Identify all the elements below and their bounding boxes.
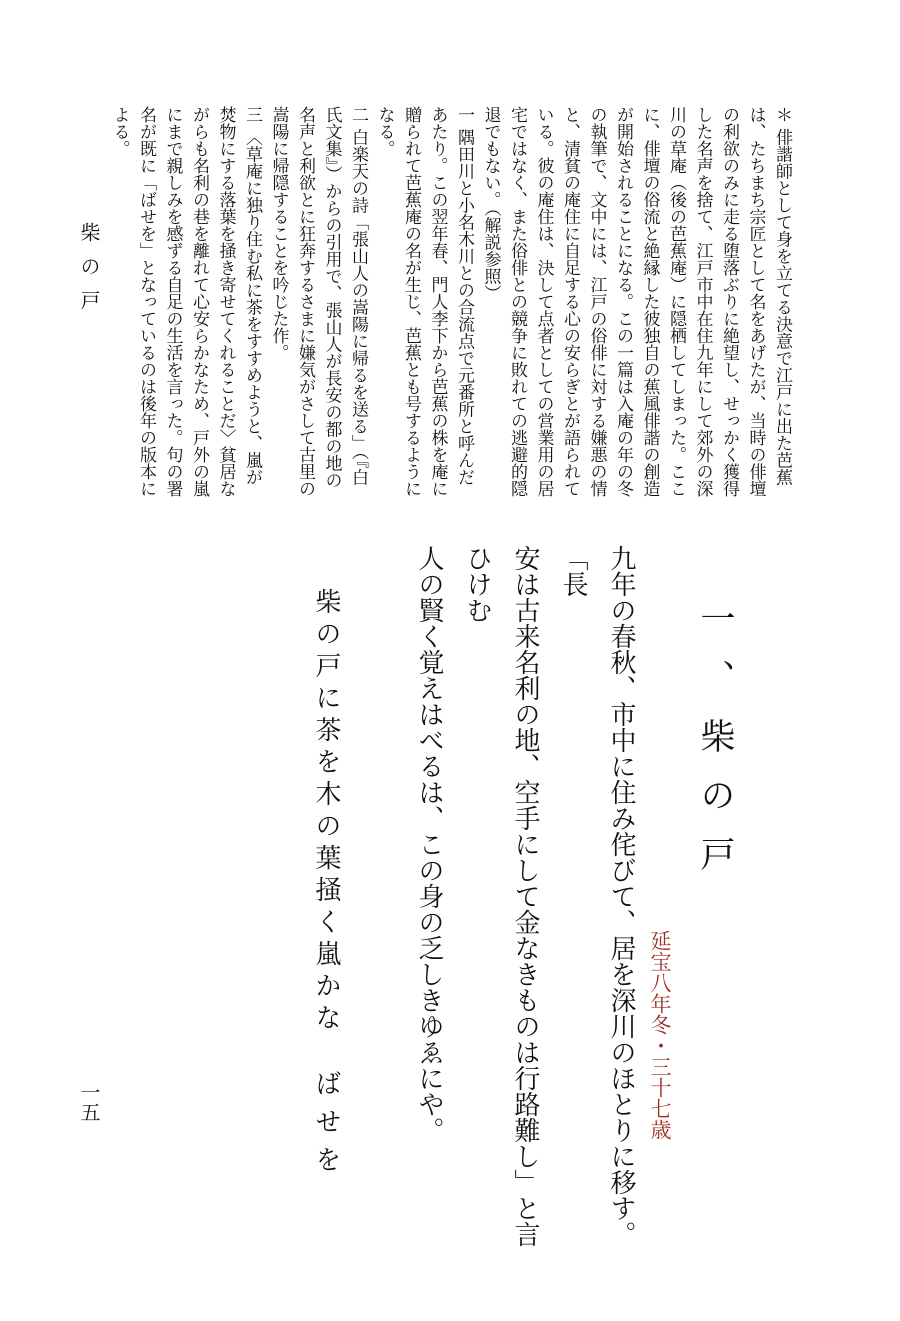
text-line: 人の賢く覚えはべるは、この身の乏しきゆゑにや。: [414, 545, 444, 1143]
note-item: 二 白楽天の詩「張山人の嵩陽に帰るを送る」（『白氏文集』）からの引用で、張山人が長安の都の地の名声と利欲とに狂奔するさまに嫌気がさして古里の嵩陽に帰隠することを吟じた作。: [268, 106, 368, 497]
haiku-verse: 柴の戸に茶を木の葉掻く嵐かな: [311, 588, 341, 1036]
section-title: 一、柴の戸: [695, 600, 735, 895]
main-text: [405, 545, 645, 1265]
composition-date: 延宝八年冬・三十七歳: [648, 930, 672, 1140]
note-item: 一 隅田川と小名木川との合流点で元番所と呼んだあたり。この翌年春、門人李下から芭蕉の株を庵に贈られて芭蕉庵の名が生じ、芭蕉とも号するようになる。: [374, 106, 474, 497]
annotation-notes: [109, 106, 795, 501]
text-line: 安は古来名利の地、空手にして金なきものは行路難し」と言ひけむ: [462, 545, 540, 1247]
note-item: ＊ 俳諧師として身を立てる決意で江戸に出た芭蕉は、たちまち宗匠として名をあげたが、当時の俳壇の利欲のみに走る堕落ぶりに絶望し、せっかく獲得した名声を捨て、江戸市中在住九年にして郊外の深川の草庵（後の芭蕉庵）に隠栖してしまった。ここに、俳壇の俗流と絶縁した彼独自の蕉風俳諧の創造が開始されることになる。この一篇は入庵の年の冬の執筆で、文中には、江戸の俗俳に対する嫌悪の情と、清貧の庵住に自足する心の安らぎとが語られている。彼の庵住は、決して点者としての営業用の居宅ではなく、また俗俳との競争に敗れての逃避的隠退でもない。（解説参照）: [480, 106, 792, 497]
note-item: 三 〈草庵に独り住む私に茶をすすめようと、嵐が焚物にする落葉を掻き寄せてくれることだ〉貧居ながらも名利の巷を離れて心安らかなため、戸外の嵐にまで親しみを感ずる自足の生活を言った。句の署名が既に「ばせを」となっているのは後年の版本による。: [109, 106, 262, 497]
text-line: 九年の春秋、市中に住み侘びて、居を深川のほとりに移す。「長: [558, 545, 636, 1247]
page-number: 一五: [77, 1082, 101, 1122]
haiku-author: ばせを: [311, 1070, 341, 1184]
running-head: 柴の戸: [77, 222, 101, 324]
